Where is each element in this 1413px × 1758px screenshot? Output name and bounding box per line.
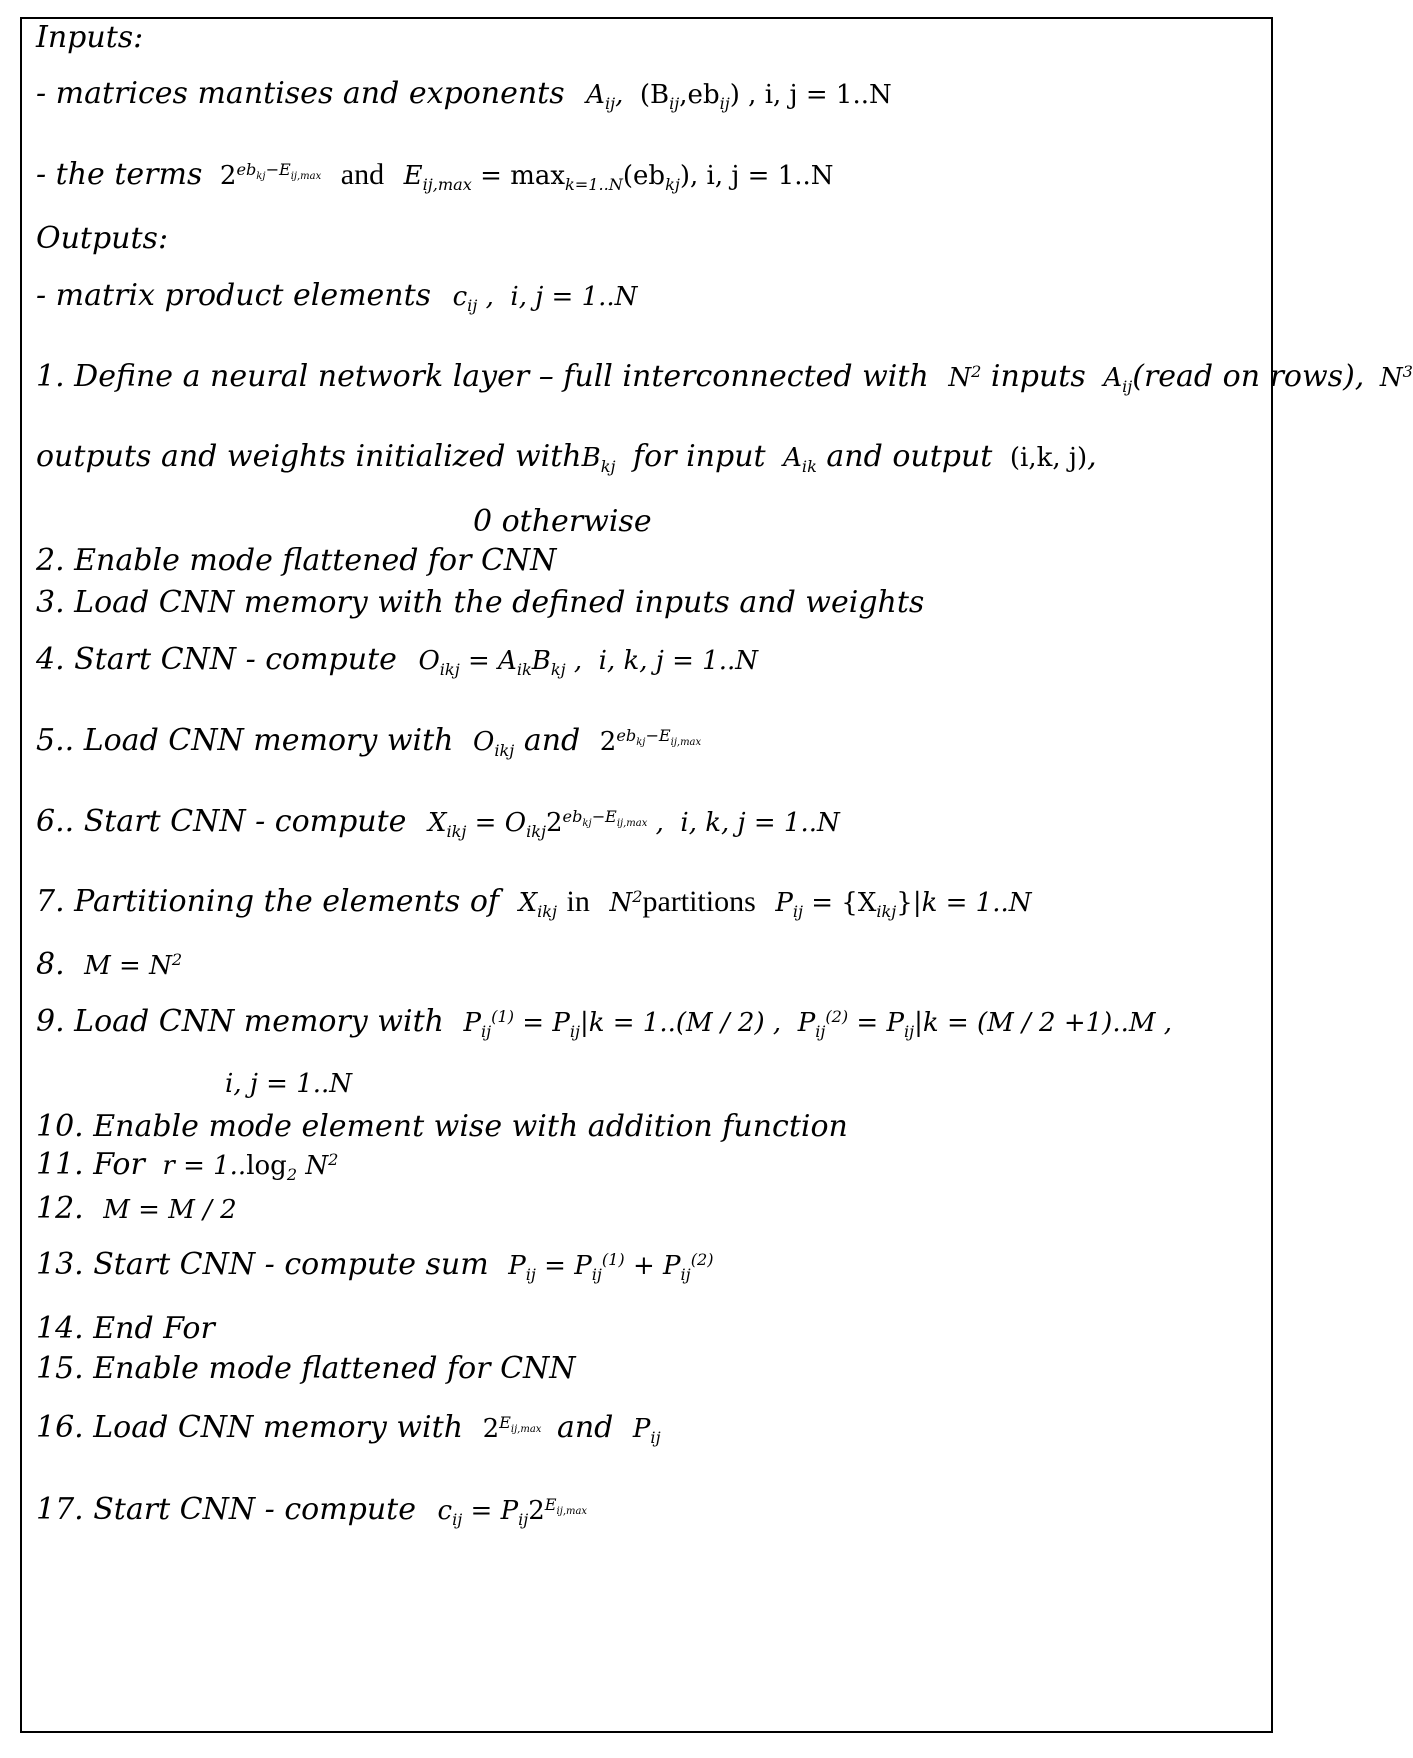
step-5: 5.. Load CNN memory with $O_{ikj}$ and $2^{eb_{kj}-E_{ij,max}}$ bbox=[36, 723, 702, 760]
algorithm-box bbox=[20, 17, 1273, 1733]
step-9-range: i, j = 1..N bbox=[225, 1069, 353, 1099]
step-9: 9. Load CNN memory with $P_{ij}^{(1)} = P_{ij}|k = 1..(M / 2)$ , $P_{ij}^{(2)} = P_{ij}|k = (M / 2 +1)..M$ , bbox=[36, 1004, 1173, 1041]
inputs-line-2: - the terms $2^{eb_{kj}-E_{ij,max}}$ and $E_{ij,max} = \max_{k=1..N}(eb_{kj})$, i, j = 1..N bbox=[36, 157, 834, 194]
step-8: 8. $M = N^2$ bbox=[36, 947, 183, 982]
step-14: 14. End For bbox=[36, 1311, 215, 1346]
step-1-otherwise: 0 otherwise bbox=[473, 504, 652, 539]
inputs-heading: Inputs: bbox=[36, 20, 144, 55]
outputs-heading: Outputs: bbox=[36, 221, 169, 256]
step-1: 1. Define a neural network layer – full interconnected with $N^2$ inputs $A_{ij}(read$ on rows), $N^3$ bbox=[36, 359, 1413, 396]
step-1-continued: outputs and weights initialized withB$_{kj}$ for input $A_{ik}$ and output (i,k, j), bbox=[36, 439, 1097, 476]
step-6: 6.. Start CNN - compute $X_{ikj} = O_{ikj}2^{eb_{kj}-E_{ij,max}}$ , i, k, j = 1..N bbox=[36, 804, 840, 841]
step-17: 17. Start CNN - compute $c_{ij} = P_{ij}2^{E_{ij,max}}$ bbox=[36, 1492, 588, 1529]
step-12: 12. M = M / 2 bbox=[36, 1191, 237, 1226]
outputs-line-1: - matrix product elements $c_{ij}$ , i, j = 1..N bbox=[36, 278, 638, 315]
inputs-line-1: - matrices mantises and exponents $A_{ij}$, $(B_{ij},eb_{ij})$ , i, j = 1..N bbox=[36, 76, 892, 113]
step-4: 4. Start CNN - compute $O_{ikj} = A_{ik}B_{kj}$ , i, k, j = 1..N bbox=[36, 642, 758, 679]
step-11: 11. For $r = 1..\log_2$ $N^2$ bbox=[36, 1147, 339, 1184]
step-16: 16. Load CNN memory with $2^{E_{ij,max}}$ and $P_{ij}$ bbox=[36, 1410, 661, 1447]
step-10: 10. Enable mode element wise with addition function bbox=[36, 1109, 848, 1144]
step-2: 2. Enable mode flattened for CNN bbox=[36, 543, 557, 578]
step-13: 13. Start CNN - compute sum $P_{ij} = P_{ij}^{(1)} + P_{ij}^{(2)}$ bbox=[36, 1247, 714, 1284]
step-15: 15. Enable mode flattened for CNN bbox=[36, 1351, 576, 1386]
step-3: 3. Load CNN memory with the defined inputs and weights bbox=[36, 585, 925, 620]
step-7: 7. Partitioning the elements of $X_{ikj}$ in $N^2partitions$ $P_{ij} = \{X_{ikj}\}|k = 1..N$ bbox=[36, 884, 1032, 921]
